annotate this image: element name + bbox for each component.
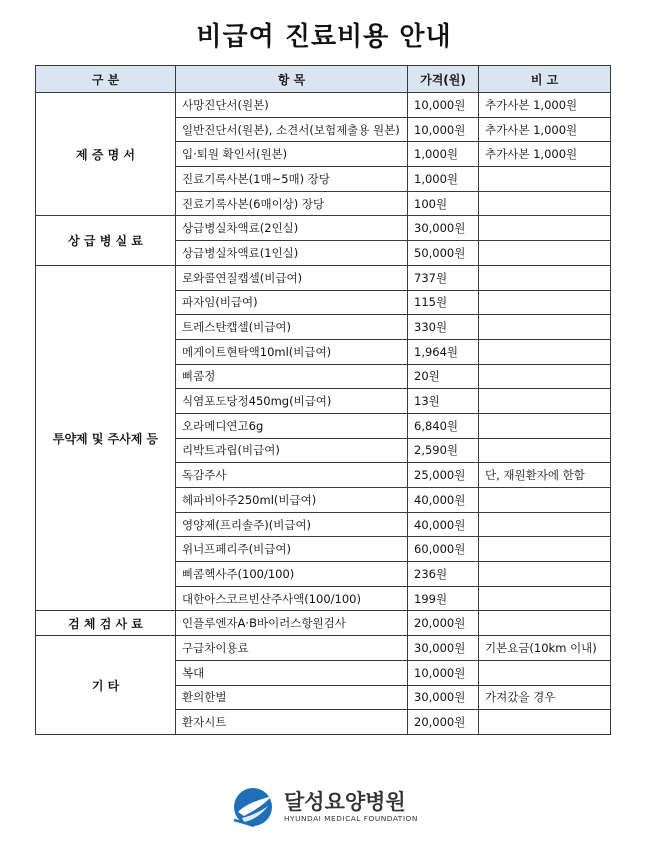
item-cell: 진료기록사본(6매이상) 장당: [176, 191, 408, 216]
note-cell: 추가사본 1,000원: [479, 93, 611, 118]
note-cell: 추가사본 1,000원: [479, 142, 611, 167]
item-cell: 로와콜연질캡셀(비급여): [176, 265, 408, 290]
note-cell: [479, 315, 611, 340]
category-upper-room: 상 급 병 실 료: [36, 216, 176, 265]
price-cell: 330원: [408, 315, 479, 340]
price-cell: 1,000원: [408, 167, 479, 192]
item-cell: 구급차이용료: [176, 636, 408, 661]
item-cell: 파자임(비급여): [176, 290, 408, 315]
item-cell: 환의한벌: [176, 685, 408, 710]
item-cell: 상급병실차액료(2인실): [176, 216, 408, 241]
note-cell: 가져갔을 경우: [479, 685, 611, 710]
item-cell: 헤파비아주250ml(비급여): [176, 488, 408, 513]
table-header-row: [36, 66, 611, 93]
note-cell: [479, 660, 611, 685]
org-name-english: HYUNDAI MEDICAL FOUNDATION: [284, 814, 418, 823]
note-cell: [479, 364, 611, 389]
note-cell: 단, 재원환자에 한함: [479, 463, 611, 488]
price-cell: 60,000원: [408, 537, 479, 562]
price-cell: 10,000원: [408, 660, 479, 685]
note-cell: [479, 413, 611, 438]
price-cell: 737원: [408, 265, 479, 290]
price-cell: 20원: [408, 364, 479, 389]
price-cell: 25,000원: [408, 463, 479, 488]
item-cell: 진료기록사본(1매~5매) 장당: [176, 167, 408, 192]
item-cell: 트레스탄캡셀(비급여): [176, 315, 408, 340]
table-row: [36, 265, 611, 290]
item-cell: 메게이트현탁액10ml(비급여): [176, 339, 408, 364]
note-cell: [479, 241, 611, 266]
price-cell: 199원: [408, 586, 479, 611]
note-cell: [479, 339, 611, 364]
price-cell: 1,000원: [408, 142, 479, 167]
item-cell: 상급병실차액료(1인실): [176, 241, 408, 266]
price-cell: 20,000원: [408, 611, 479, 636]
price-cell: 20,000원: [408, 710, 479, 735]
header-item: 항 목: [176, 66, 408, 93]
note-cell: [479, 167, 611, 192]
header-note: 비 고: [479, 66, 611, 93]
item-cell: 대한아스코르빈산주사액(100/100): [176, 586, 408, 611]
header-category: 구 분: [36, 66, 176, 93]
item-cell: 일반진단서(원본), 소견서(보험제출용 원본): [176, 117, 408, 142]
note-cell: [479, 191, 611, 216]
item-cell: 인플루엔자A·B바이러스항원검사: [176, 611, 408, 636]
price-cell: 30,000원: [408, 216, 479, 241]
note-cell: [479, 611, 611, 636]
price-cell: 10,000원: [408, 117, 479, 142]
table-row: [36, 216, 611, 241]
note-cell: [479, 710, 611, 735]
category-certificates: 제 증 명 서: [36, 93, 176, 216]
note-cell: [479, 537, 611, 562]
price-cell: 40,000원: [408, 512, 479, 537]
price-cell: 30,000원: [408, 685, 479, 710]
fee-table: [35, 65, 611, 735]
note-cell: [479, 290, 611, 315]
price-cell: 6,840원: [408, 413, 479, 438]
page-title: 비급여 진료비용 안내: [196, 22, 452, 52]
note-cell: 기본요금(10km 이내): [479, 636, 611, 661]
header-price: 가격(원): [408, 66, 479, 93]
item-cell: 리박트과립(비급여): [176, 438, 408, 463]
item-cell: 환자시트: [176, 710, 408, 735]
item-cell: 영양제(프리솔주)(비급여): [176, 512, 408, 537]
table-row: [36, 611, 611, 636]
price-cell: 30,000원: [408, 636, 479, 661]
note-cell: [479, 438, 611, 463]
category-specimen: 검 체 검 사 료: [36, 611, 176, 636]
item-cell: 위너프페리주(비급여): [176, 537, 408, 562]
price-cell: 10,000원: [408, 93, 479, 118]
price-cell: 236원: [408, 562, 479, 587]
note-cell: [479, 562, 611, 587]
item-cell: 복대: [176, 660, 408, 685]
note-cell: [479, 389, 611, 414]
item-cell: 사망진단서(원본): [176, 93, 408, 118]
note-cell: [479, 265, 611, 290]
item-cell: 독감주사: [176, 463, 408, 488]
price-cell: 2,590원: [408, 438, 479, 463]
table-row: [36, 636, 611, 661]
item-cell: 삐콤헥사주(100/100): [176, 562, 408, 587]
price-cell: 40,000원: [408, 488, 479, 513]
note-cell: [479, 216, 611, 241]
item-cell: 오라메디연고6g: [176, 413, 408, 438]
price-cell: 100원: [408, 191, 479, 216]
price-cell: 115원: [408, 290, 479, 315]
price-cell: 1,964원: [408, 339, 479, 364]
item-cell: 식염포도당정450mg(비급여): [176, 389, 408, 414]
table-row: [36, 93, 611, 118]
item-cell: 삐콤정: [176, 364, 408, 389]
org-name: 달성요양병원: [284, 790, 406, 814]
bird-emblem-icon: [232, 786, 278, 828]
note-cell: [479, 488, 611, 513]
price-cell: 50,000원: [408, 241, 479, 266]
price-cell: 13원: [408, 389, 479, 414]
note-cell: [479, 586, 611, 611]
category-medication: 투약제 및 주사제 등: [36, 265, 176, 611]
note-cell: 추가사본 1,000원: [479, 117, 611, 142]
category-etc: 기 타: [36, 636, 176, 735]
note-cell: [479, 512, 611, 537]
item-cell: 입·퇴원 확인서(원본): [176, 142, 408, 167]
hospital-logo: [232, 780, 432, 830]
